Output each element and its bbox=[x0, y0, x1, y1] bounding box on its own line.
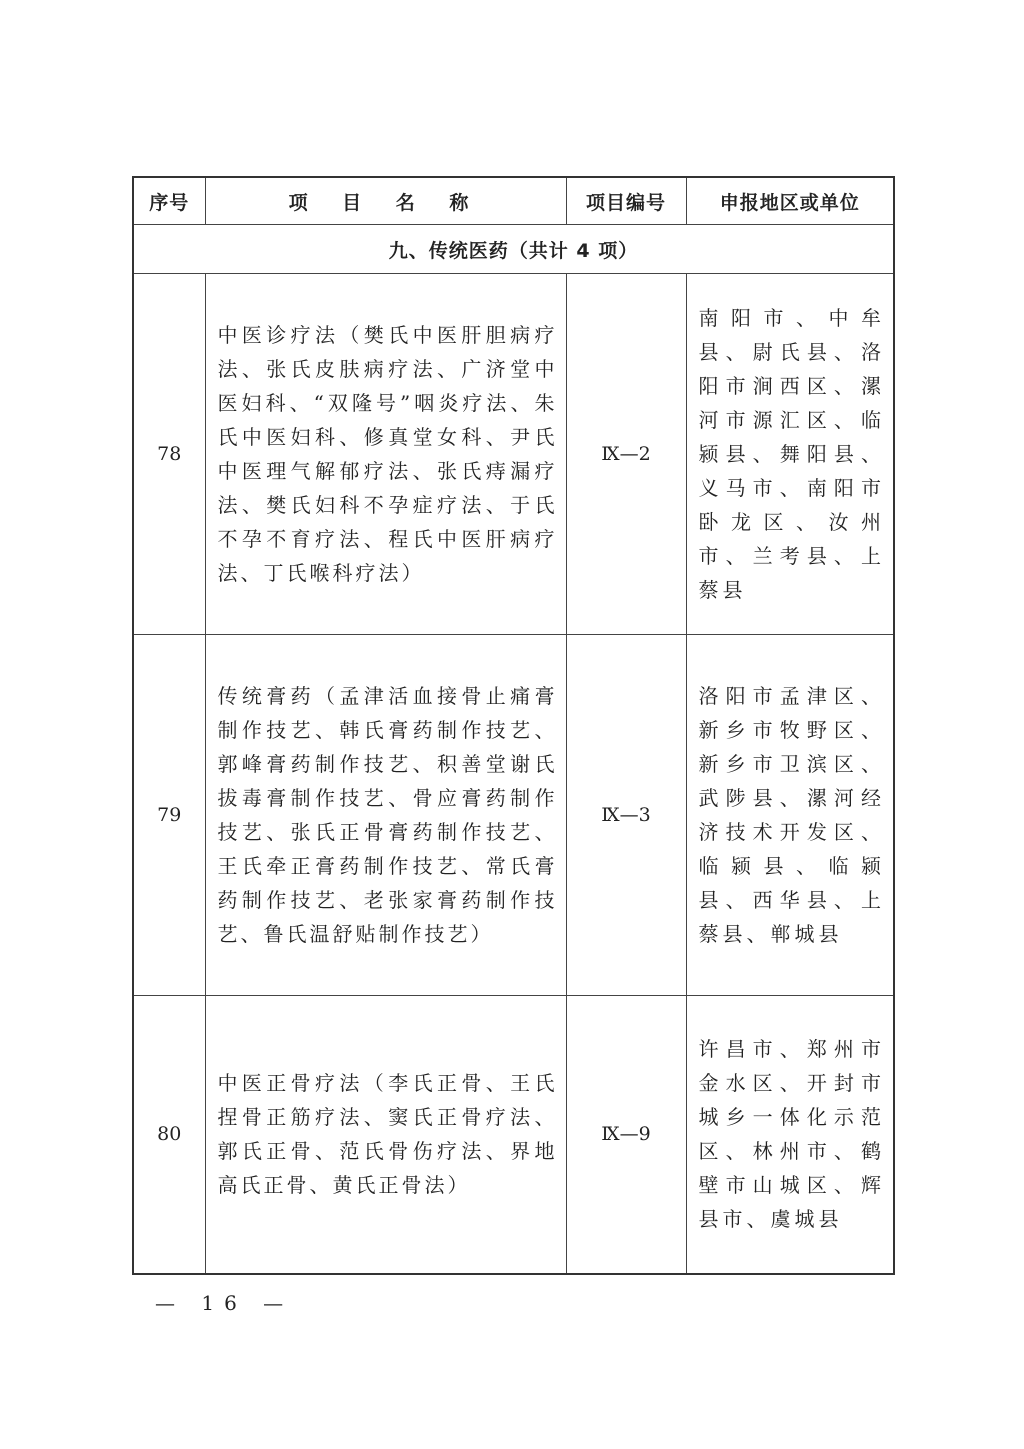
project-region: 南阳市、中牟县、尉氏县、洛阳市涧西区、漯河市源汇区、临颍县、舞阳县、义马市、南阳市卧龙区、汝州市、兰考县、上蔡县 bbox=[686, 274, 894, 635]
row-number: 78 bbox=[133, 274, 205, 635]
section-title: 九、传统医药（共计 4 项） bbox=[133, 225, 894, 274]
table-row bbox=[133, 996, 894, 1274]
project-name: 中医诊疗法（樊氏中医肝胆病疗法、张氏皮肤病疗法、广济堂中医妇科、“双隆号”咽炎疗法、朱氏中医妇科、修真堂女科、尹氏中医理气解郁疗法、张氏痔漏疗法、樊氏妇科不孕症疗法、于氏不孕不育疗法、程氏中医肝病疗法、丁氏喉科疗法） bbox=[205, 274, 566, 635]
project-region: 许昌市、郑州市金水区、开封市城乡一体化示范区、林州市、鹤壁市山城区、辉县市、虞城县 bbox=[686, 996, 894, 1274]
page-number: — 16 — bbox=[155, 1291, 294, 1315]
project-code: Ⅸ—9 bbox=[566, 996, 686, 1274]
project-name: 中医正骨疗法（李氏正骨、王氏捏骨正筋疗法、窦氏正骨疗法、郭氏正骨、范氏骨伤疗法、界地高氏正骨、黄氏正骨法） bbox=[205, 996, 566, 1274]
project-name: 传统膏药（孟津活血接骨止痛膏制作技艺、韩氏膏药制作技艺、郭峰膏药制作技艺、积善堂谢氏拔毒膏制作技艺、骨应膏药制作技艺、张氏正骨膏药制作技艺、王氏牵正膏药制作技艺、常氏膏药制作技艺、老张家膏药制作技艺、鲁氏温舒贴制作技艺） bbox=[205, 635, 566, 996]
project-region: 洛阳市孟津区、新乡市牧野区、新乡市卫滨区、武陟县、漯河经济技术开发区、临颍县、临颍县、西华县、上蔡县、郸城县 bbox=[686, 635, 894, 996]
header-name: 项 目 名 称 bbox=[205, 177, 566, 225]
project-code: Ⅸ—2 bbox=[566, 274, 686, 635]
table-row bbox=[133, 635, 894, 996]
header-row bbox=[133, 177, 894, 225]
table-row bbox=[133, 274, 894, 635]
header-code: 项目编号 bbox=[566, 177, 686, 225]
heritage-table bbox=[132, 176, 895, 1275]
section-row bbox=[133, 225, 894, 274]
row-number: 79 bbox=[133, 635, 205, 996]
row-number: 80 bbox=[133, 996, 205, 1274]
header-region: 申报地区或单位 bbox=[686, 177, 894, 225]
project-code: Ⅸ—3 bbox=[566, 635, 686, 996]
header-no: 序号 bbox=[133, 177, 205, 225]
